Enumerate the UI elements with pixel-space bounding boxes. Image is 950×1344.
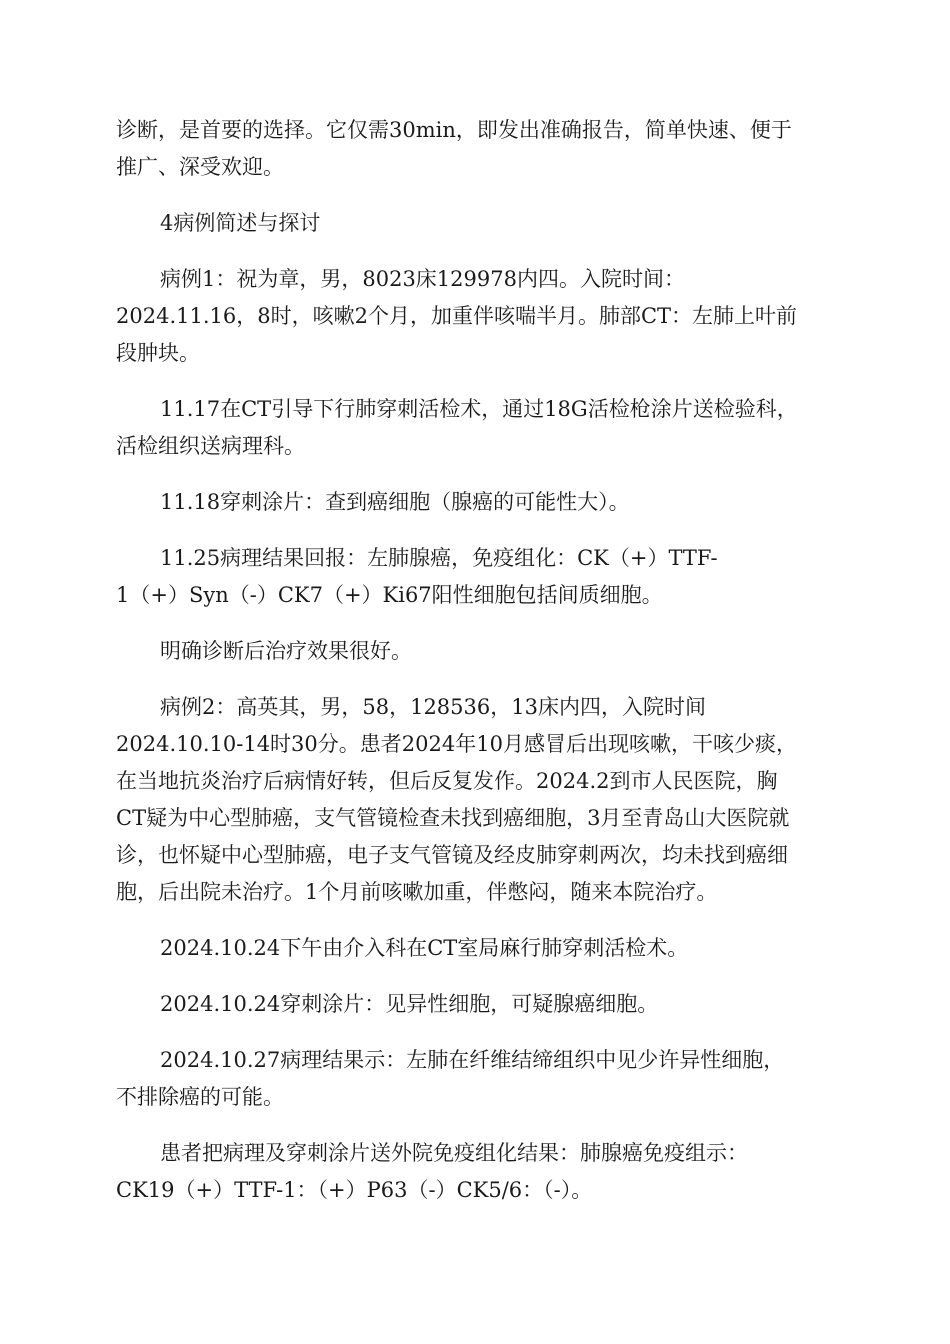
text-line: CK19（+）TTF-1：（+）P63（-）CK5/6：（-）。 <box>116 1178 593 1202</box>
text-line: 2024.10.24下午由介入科在CT室局麻行肺穿刺活检术。 <box>160 936 689 960</box>
document-body <box>116 112 836 1228</box>
paragraph-case-1 <box>116 261 836 372</box>
text-line: 2024.10.24穿刺涂片：见异性细胞，可疑腺癌细胞。 <box>160 992 659 1016</box>
text-line: 2024.10.27病理结果示：左肺在纤维结缔组织中见少许异性细胞， <box>160 1048 785 1072</box>
text-line: 11.25病理结果回报：左肺腺癌，免疫组化：CK（+）TTF- <box>160 546 718 570</box>
paragraph-case-1-smear <box>116 484 836 521</box>
text-line: 病例2：高英其，男，58，128536，13床内四，入院时间 <box>160 695 706 719</box>
text-line: 病例1：祝为章，男，8023床129978内四。入院时间： <box>160 267 685 291</box>
text-line: 1（+）Syn（-）CK7（+）Ki67阳性细胞包括间质细胞。 <box>116 583 663 607</box>
paragraph-case-2 <box>116 689 836 911</box>
paragraph-case-1-outcome <box>116 633 836 670</box>
paragraph-case-1-pathology <box>116 540 836 614</box>
paragraph-case-2-smear <box>116 986 836 1023</box>
paragraph-intro-continuation <box>116 112 836 186</box>
section-heading <box>116 205 836 242</box>
text-line: 推广、深受欢迎。 <box>116 155 284 179</box>
text-line: CT疑为中心型肺癌，支气管镜检查未找到癌细胞，3月至青岛山大医院就 <box>116 806 790 830</box>
paragraph-case-1-biopsy <box>116 391 836 465</box>
text-line: 2024.11.16，8时，咳嗽2个月，加重伴咳喘半月。肺部CT：左肺上叶前 <box>116 304 798 328</box>
text-line: 诊，也怀疑中心型肺癌，电子支气管镜及经皮肺穿刺两次，均未找到癌细 <box>116 843 788 867</box>
text-line: 11.17在CT引导下行肺穿刺活检术，通过18G活检枪涂片送检验科， <box>160 397 798 421</box>
paragraph-case-2-biopsy <box>116 930 836 967</box>
text-line: 段肿块。 <box>116 341 200 365</box>
text-line: 在当地抗炎治疗后病情好转，但后反复发作。2024.2到市人民医院，胸 <box>116 769 778 793</box>
text-line: 诊断，是首要的选择。它仅需30min，即发出准确报告，简单快速、便于 <box>116 118 792 142</box>
text-line: 不排除癌的可能。 <box>116 1085 284 1109</box>
text-line: 明确诊断后治疗效果很好。 <box>160 639 412 663</box>
text-line: 活检组织送病理科。 <box>116 434 305 458</box>
text-line: 11.18穿刺涂片：查到癌细胞（腺癌的可能性大）。 <box>160 490 630 514</box>
paragraph-case-2-immunohistochemistry <box>116 1135 836 1209</box>
text-line: 胞，后出院未治疗。1个月前咳嗽加重，伴憋闷，随来本院治疗。 <box>116 880 718 904</box>
text-line: 2024.10.10-14时30分。患者2024年10月感冒后出现咳嗽，干咳少痰， <box>116 732 797 756</box>
paragraph-case-2-pathology <box>116 1042 836 1116</box>
text-line: 患者把病理及穿刺涂片送外院免疫组化结果：肺腺癌免疫组示： <box>160 1141 748 1165</box>
text-line: 4病例简述与探讨 <box>160 211 321 235</box>
